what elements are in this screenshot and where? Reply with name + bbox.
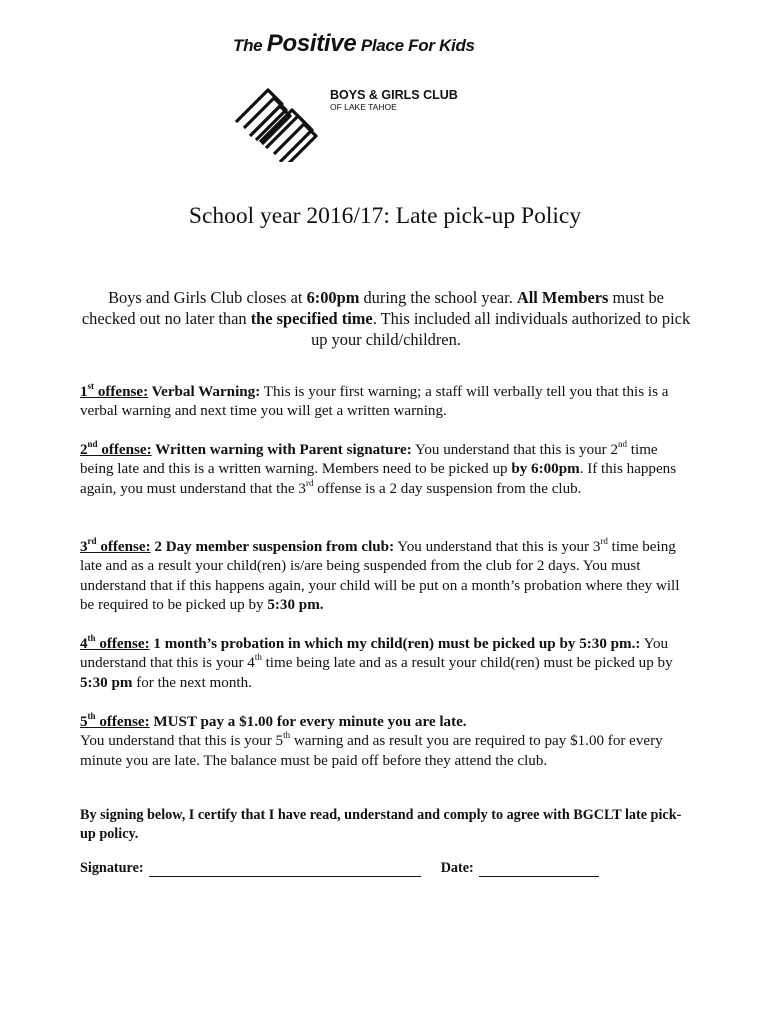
page-title: School year 2016/17: Late pick-up Policy [188, 203, 582, 229]
offense-4-label: 4th offense: [80, 632, 150, 652]
offense-2-heading: Written warning with Parent signature: [151, 442, 412, 458]
intro-paragraph: Boys and Girls Club closes at 6:00pm during the school year. All Members must be checked out no later than the specified time. This included all individuals authorized to pick up your child/children. [81, 288, 691, 349]
offense-3: 3rd offense: 2 Day member suspension from club: You understand that this is your 3rd time being late and as a result your child(ren) is/are being suspended from the club for 2 days. You must understand that if this happens again, your child will be put on a month’s probation where they will be required to be picked up by 5:30 pm. [80, 535, 680, 614]
offense-4: 4th offense: 1 month’s probation in which my child(ren) must be picked up by 5:30 pm.: You understand that this is your 4th time being late and as a result your child(ren) must be picked up by 5:30 pm for the next month. [80, 632, 673, 691]
offense-2: 2nd offense: Written warning with Parent signature: You understand that this is your 2nd time being late and this is a written warning. Members need to be picked up by 6:00pm. If this happens again, you must understand that the 3rd offense is a 2 day suspension from the club. [80, 438, 677, 497]
offense-1-label: 1st offense: [80, 380, 149, 400]
offense-5: 5th offense: MUST pay a $1.00 for every minute you are late. You understand that this is your 5th warning and as result you are required to pay $1.00 for every minute you are late. The balance must be paid off before they attend the club. [80, 710, 663, 769]
organization-logo [230, 30, 490, 130]
certification-statement: By signing below, I certify that I have read, understand and comply to agree with BGCLT late pick-up policy. [80, 807, 682, 842]
date-label: Date: [440, 860, 474, 876]
tagline: The Positive Place For Kids [233, 30, 475, 57]
offense-3-heading: 2 Day member suspension from club: [150, 539, 395, 555]
signature-row [80, 860, 599, 877]
offense-1: 1st offense: Verbal Warning: This is your first warning; a staff will verbally tell you that this is a verbal warning and next time you will get a written warning. [80, 380, 669, 420]
club-emblem-icon [230, 66, 330, 162]
offense-2-label: 2nd offense: [80, 438, 152, 458]
offense-5-heading: MUST pay a $1.00 for every minute you are late. [149, 714, 467, 730]
club-location: OF LAKE TAHOE [330, 102, 397, 112]
club-name: BOYS & GIRLS CLUB [330, 88, 458, 102]
date-field[interactable] [479, 862, 599, 877]
signature-label: Signature: [80, 860, 144, 876]
offense-4-heading: 1 month’s probation in which my child(ren) must be picked up by 5:30 pm.: [149, 636, 641, 652]
signature-field[interactable] [149, 862, 421, 877]
offense-5-label: 5th offense: [80, 710, 150, 730]
offense-3-label: 3rd offense: [80, 535, 151, 555]
offense-1-heading: Verbal Warning: [148, 384, 261, 400]
